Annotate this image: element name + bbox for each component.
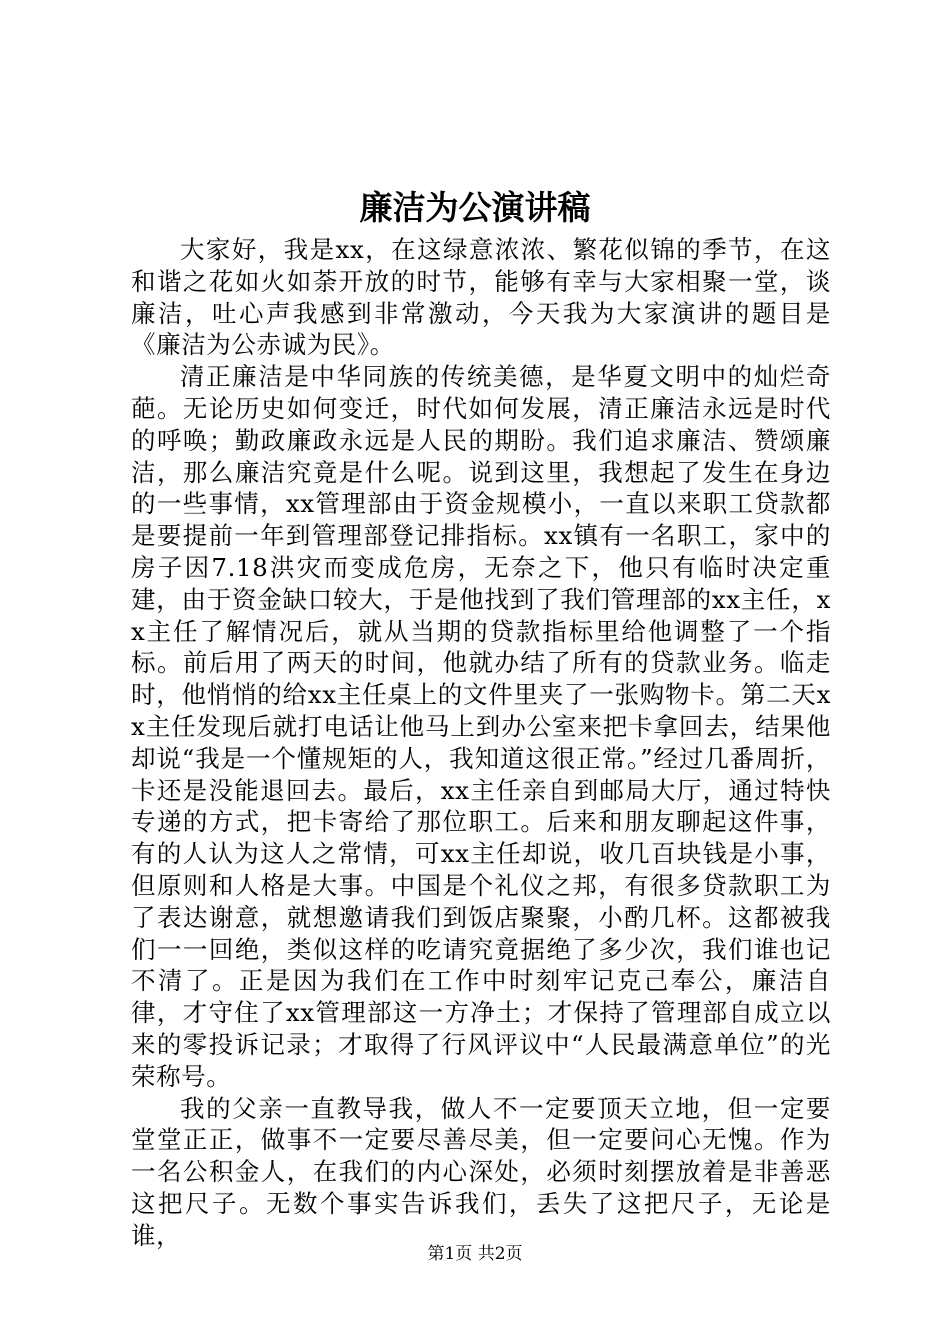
page-number-footer: 第1页 共2页 [427,1244,523,1264]
paragraph-3: 我的父亲一直教导我，做人不一定要顶天立地，但一定要堂堂正正，做事不一定要尽善尽美，但一定要问心无愧。作为一名公积金人，在我们的内心深处，必须时刻摆放着是非善恶这把尺子。无数个事实告诉我们，丢失了这把尺子，无论是谁， [131,1093,831,1250]
document-title: 廉洁为公演讲稿 [359,188,591,227]
paragraph-1: 大家好，我是xx，在这绿意浓浓、繁花似锦的季节，在这和谐之花如火如荼开放的时节，能够有幸与大家相聚一堂，谈廉洁，吐心声我感到非常激动，今天我为大家演讲的题目是《廉洁为公赤诚为民》。 [131,235,831,360]
document-body [131,234,831,1252]
paragraph-2: 清正廉洁是中华同族的传统美德，是华夏文明中的灿烂奇葩。无论历史如何变迁，时代如何发展，清正廉洁永远是时代的呼唤；勤政廉政永远是人民的期盼。我们追求廉洁、赞颂廉洁，那么廉洁究竟是什么呢。说到这里，我想起了发生在身边的一些事情，xx管理部由于资金规模小，一直以来职工贷款都是要提前一年到管理部登记排指标。xx镇有一名职工，家中的房子因7.18洪灾而变成危房，无奈之下，他只有临时决定重建，由于资金缺口较大，于是他找到了我们管理部的xx主任，xx主任了解情况后，就从当期的贷款指标里给他调整了一个指标。前后用了两天的时间，他就办结了所有的贷款业务。临走时，他悄悄的给xx主任桌上的文件里夹了一张购物卡。第二天xx主任发现后就打电话让他马上到办公室来把卡拿回去，结果他却说“我是一个懂规矩的人，我知道这很正常。”经过几番周折，卡还是没能退回去。最后，xx主任亲自到邮局大厅，通过特快专递的方式，把卡寄给了那位职工。后来和朋友聊起这件事，有的人认为这人之常情，可xx主任却说，收几百块钱是小事，但原则和人格是大事。中国是个礼仪之邦，有很多贷款职工为了表达谢意，就想邀请我们到饭店聚聚，小酌几杯。这都被我们一一回绝，类似这样的吃请究竟据绝了多少次，我们谁也记不清了。正是因为我们在工作中时刻牢记克己奉公，廉洁自律，才守住了xx管理部这一方净土；才保持了管理部自成立以来的零投诉记录；才取得了行风评议中“人民最满意单位”的光荣称号。 [131,362,831,1091]
